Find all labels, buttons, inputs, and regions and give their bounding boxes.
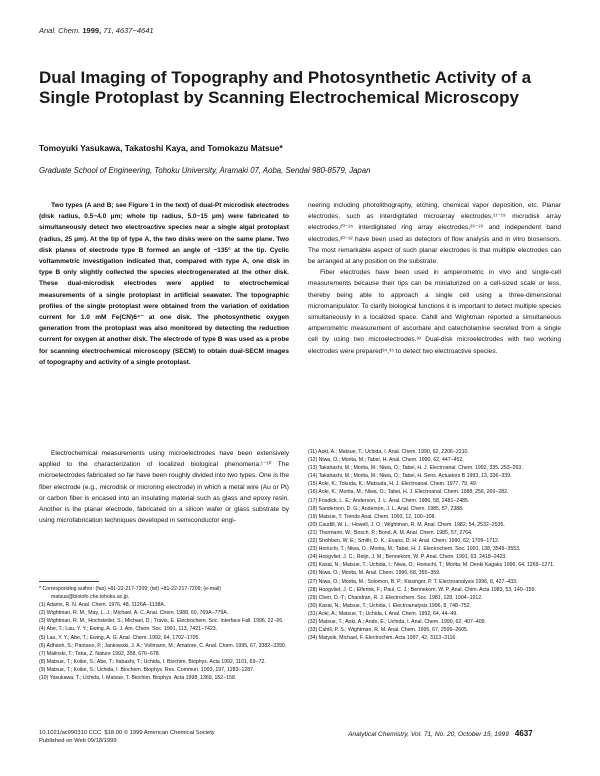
reference-item: (13) Takahashi, M.; Morita, M.; Niwa, O.; Tabei, H. J. Electroanal. Chem. 1992, 335, 253−263. [308, 465, 523, 472]
article-title: Dual Imaging of Topography and Photosynthetic Activity of a Single Protoplast by Scanning Electrochemical Microscopy [39, 68, 532, 107]
correspondence-note: * Corresponding author: (fax) +81-22-217-7209; (tel) +81-22-217-7209; (e-mail) matsue@bioinfo.che.tohoku.ac.jp. [39, 586, 221, 601]
abstract [39, 200, 289, 368]
abstract-text: Two types (A and B; see Figure 1 in the text) of dual-Pt microdisk electrodes (disk radius, 0.5−4.0 μm; whole tip radius, 5.0−15 μm) were fabricated to simultaneously detect two electroactive species near a single algal protoplast (radius, 25 μm). At the tip of type A, the two disks were on the same plane. Two disk planes of electrode type B formed an angle of ~135° at the tip. Cyclic voltammetric investigation indicated that, compared with type A, one disk in type B only slightly collected the species electrogenerated at the other disk. These dual-microdisk electrodes were applied to electrochemical measurements of a single protoplast in artificial seawater. The topographic profiles of the single protoplast were obtained from the variation of oxidation current for 1.0 mM Fe(CN)6⁴⁻ at one disk. The photosynthetic oxygen generation from the protoplast was also monitored by detecting the reduction current for oxygen at another disk. The electrode of type B was used as a probe for scanning electrochemical microscopy (SECM) to obtain dual-SECM images of topography and activity of a single protoplast. [39, 202, 289, 366]
reference-item: (16) Aoki, K.; Morita, M.; Niwa, O.; Tabei, H. J. Electroanal. Chem. 1988, 256, 269−282. [308, 489, 509, 496]
footnotes-left [39, 581, 289, 682]
reference-item: (25) Kasai, N.; Matsue, T.; Uchida, I.; Niwa, O.; Horiuchi, T.; Morita, M. Denki Kagaku 1996, 64, 1269−1271. [308, 562, 555, 569]
reference-item: (22) Strohben, W. E.; Smith, D. K.; Evans, D. H. Anal. Chem. 1990, 62, 1709−1712. [308, 538, 500, 545]
reference-item: (9) Matsue, T.; Koike, S.; Uchida, I. Biochem. Biophys. Res. Commun. 1993, 197, 1283−1287. [39, 666, 255, 673]
journal-issue: Analytical Chemistry, Vol. 71, No. 20, October 15, 1999 [348, 731, 509, 738]
reference-item: (24) Hoogvliet, J. C.; Reijn, J. M.; Bennekom, W. P. Anal. Chem. 1991, 63, 2418−2423. [308, 554, 507, 561]
reference-item: (5) Lau, Y. Y.; Abe, T.; Ewing, A. G. Anal. Chem. 1992, 64, 1702−1705. [39, 634, 200, 641]
reference-item: (11) Aoki, A.; Matsue, T.; Uchida, I. Anal. Chem. 1990, 62, 2206−2210. [308, 449, 469, 455]
reference-item: (3) Wightman, R. M.; Hochstetler, S.; Michael, D.; Travis, E. Electrochem. Soc. Interface Fall. 1996, 22−26. [39, 618, 284, 625]
author-list: Tomoyuki Yasukawa, Takatoshi Kaya, and Tomokazu Matsue* [39, 143, 283, 153]
footer-right [348, 729, 533, 738]
reference-item: (18) Sanderson, D. G.; Anderson, J. L. Anal. Chem. 1985, 57, 2388. [308, 505, 464, 512]
publication-date: Published on Web 09/18/1999 [39, 738, 117, 744]
intro-paragraph-1-cont: neering including photolithography, etching, chemical vapor deposition, etc. Planar electrodes, such as interdigitated microarray electrodes,¹¹⁻¹⁹ microdisk array electrodes,²⁰⁻²⁵ interdigitated ring array electrodes,²⁶⁻²⁹ and independent band electrodes,³⁰⁻³² have been used as detectors of flow analysis and in vitro biosensors. The most remarkable aspect of such planar electrodes is that multiple electrodes can be arranged at any position on the substrate. [308, 202, 561, 266]
reference-item: (32) Matsue, T.; Aoki, A.; Ando, E.; Uchida, I. Anal. Chem. 1990, 62, 407−409. [308, 618, 486, 625]
reference-item: (21) Thormann, W.; Bosch, P.; Bond, A. M. Anal. Chem. 1985, 57, 2764. [308, 529, 473, 536]
reference-item: (17) Fosdick, L. E.; Anderson, J. L. Anal. Chem. 1986, 58, 2481−2485. [308, 497, 470, 504]
references-right [308, 448, 561, 642]
reference-item: (10) Yasukawa, T.; Uchida, I. Matsue, T. Biochim. Biophys. Acta 1998, 1369, 152−158. [39, 675, 237, 682]
page-number: 4637 [514, 729, 533, 738]
reference-item: (23) Horiuchi, T.; Niwa, O.; Morita, M.; Tabei, H. J. Electrochem. Soc. 1991, 138, 3549−3553. [308, 546, 521, 553]
reference-item: (27) Niwa, O.; Morita, M.; Solomon, B. P.; Kissinger, P. T. Electroanalysis 1996, 8, 427−433. [308, 578, 518, 585]
journal-year: 1999, [82, 26, 102, 35]
reference-item: (15) Aoki, K.; Tokuda, K.; Matsuda, H. J. Electroanal. Chem. 1977, 79, 49. [308, 481, 478, 488]
intro-paragraph-2: Fiber electrodes have been used in amperometric in vivo and single-cell measurements because their tips can be miniaturized on a cell-sized scale or less, thereby being able to approach a single cell using a three-dimensional micromanipulator. To clarify biological functions it is important to detect multiple species simultaneously in a localized space. Cahill and Wightman reported a simultaneous amperometric measurement of ascorbate and catecholamine secreted from a single cell by using two microelectrodes.³³ Dual-disk microelectrodes with two working electrodes were prepared³⁴,³⁵ to detect two electroactive species. [308, 269, 561, 355]
reference-item: (1) Adams, R. N. Anal. Chem. 1976, 48, 1126A−1138A. [39, 602, 166, 609]
reference-item: (30) Kasai, N.; Matsue, T.; Uchida, I. Electroanalysis 1996, 8, 748−752. [308, 602, 471, 609]
reference-item: (29) Chen, D.-T.; Chandran, R. J. Electrochem. Soc. 1981, 128, 1904−1912. [308, 594, 483, 601]
intro-paragraph-1: Electrochemical measurements using microelectrodes have been extensively applied to the characterization of localized biological phenomena.¹⁻¹⁰ The microelectrodes fabricated so far have been roughly divided into two types. One is the fiber electrode (e.g., microdisk or microring electrode) in which a metal wire (Au or Pt) or carbon fiber is encased into an insulating material such as glass and epoxy resin. Another is the planar electrode, fabricated on a silicon wafer or glass substrate by using microfabrication techniques developed in semiconductor engi- [39, 450, 289, 525]
journal-pages: 4637−4641 [115, 26, 154, 35]
journal-citation [39, 26, 154, 35]
reference-item: (8) Matsue, T.; Koike, S.; Abe, T.; Itabashi, T.; Uchida, I. Biochim. Biophys. Acta 1992, 1101, 69−72. [39, 658, 266, 665]
reference-item: (12) Niwa, O.; Morita, M.; Tabei, H. Anal. Chem. 1990, 62, 447−452. [308, 457, 464, 464]
journal-name: Anal. Chem. [39, 26, 81, 35]
reference-item: (14) Takahashi, M.; Morita, M.; Niwa, O.; Tabei, H. Sens. Actuators B 1993, 13, 336−339. [308, 473, 512, 480]
journal-volume: 71, [103, 26, 114, 35]
reference-item: (19) Matsue, T. Trends Anal. Chem. 1993, 12, 100−108. [308, 513, 436, 520]
reference-item: (4) Abe, T.; Lau, Y. Y.; Ewing, A. G. J. Am. Chem. Soc. 1991, 113, 7421−7423. [39, 626, 218, 633]
reference-item: (26) Niwa, O.; Morita, M. Anal. Chem. 1996, 68, 355−359. [308, 570, 441, 577]
reference-item: (20) Caudill, W. L.; Howell, J. O.; Wightman, R. M. Anal. Chem. 1982, 54, 2532−2535. [308, 521, 505, 528]
reference-item: (33) Cahill, P. S.; Wightman, R. M. Anal. Chem. 1995, 67, 2599−2605. [308, 627, 469, 634]
footer-left [39, 729, 215, 745]
reference-item: (28) Hoogvliet, J. C.; Elferink, F.; Paul, C. J.; Bennekom, W. P. Anal. Chim. Acta 1983, 53, 149−159. [308, 586, 536, 593]
reference-item: (31) Aoki, A.; Matsue, T.; Uchida, I. Anal. Chem. 1992, 64, 44−49. [308, 610, 458, 617]
doi-line: 10.1021/ac990310 CCC: $18.00 © 1999 American Chemical Society [39, 730, 215, 736]
reference-item: (7) Malinski, T.; Taha, Z. Nature 1992, 358, 676−678. [39, 650, 161, 657]
reference-item: (2) Wightman, R. M.; May, L. J.; Michael, A. C. Anal. Chem. 1988, 60, 769A−779A. [39, 610, 229, 617]
affiliation: Graduate School of Engineering, Tohoku University, Aramaki 07, Aoba, Sendai 980-8579, Japan [39, 166, 371, 175]
reference-item: (34) Matysik, Michael, F. Electrochim. Acta 1997, 42, 3113−3116. [308, 635, 457, 642]
reference-item: (6) Adhanh, S.; Pantano, P.; Jankowski, J. A.; Vollmann, M.; Amatore, C. Anal. Chem. 1995, 67, 3382−3390. [39, 642, 287, 649]
footnote-rule [39, 581, 99, 582]
intro-right-column [308, 200, 561, 357]
intro-left-column [39, 448, 289, 526]
